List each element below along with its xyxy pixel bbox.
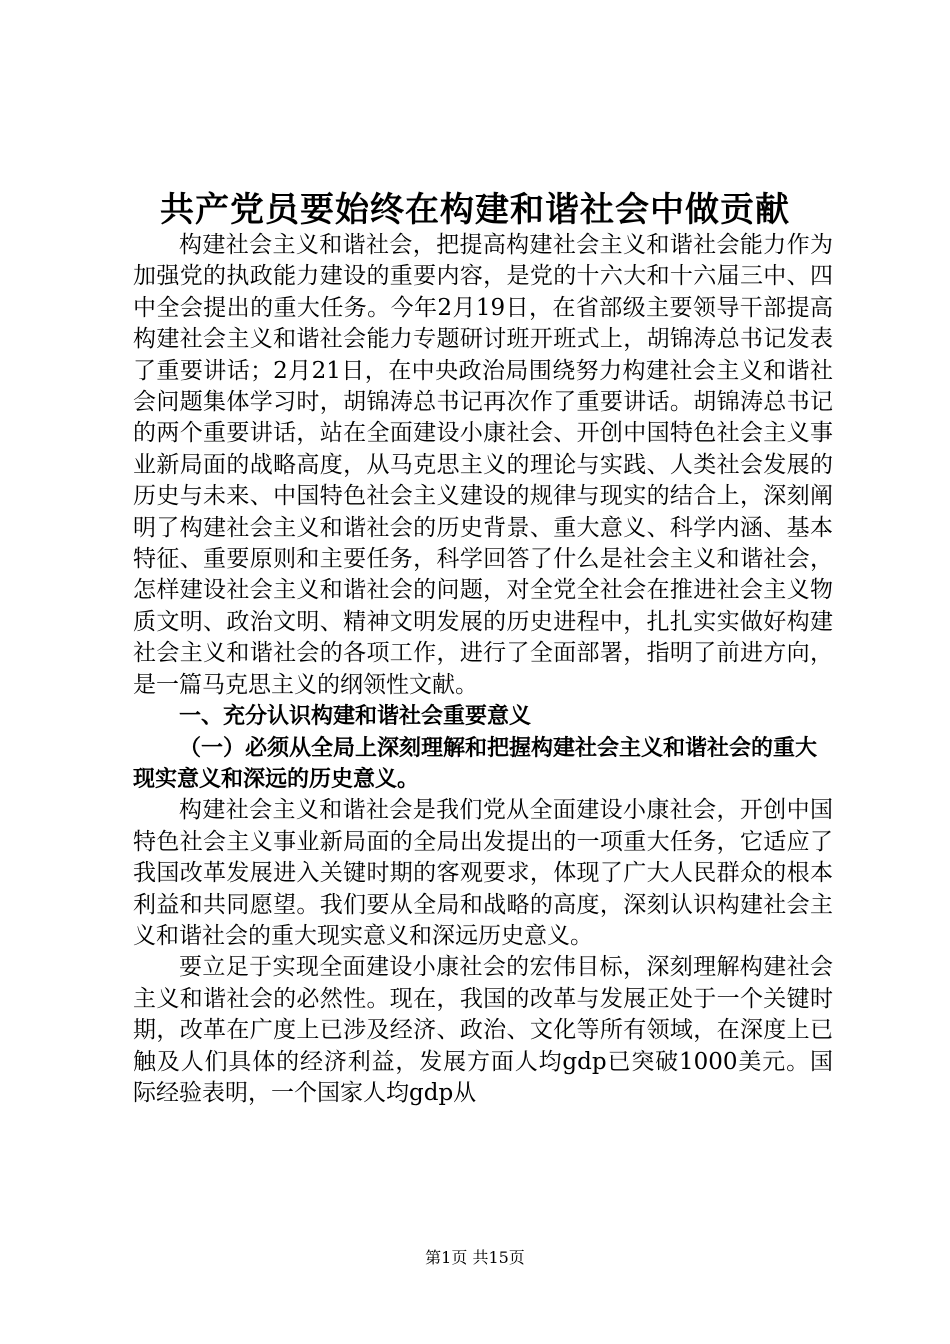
paragraph-intro: 构建社会主义和谐社会，把提高构建社会主义和谐社会能力作为加强党的执政能力建设的重要内容，是党的十六大和十六届三中、四中全会提出的重大任务。今年2月19日，在省部级主要领导干部提高构建社会主义和谐社会能力专题研讨班开班式上，胡锦涛总书记发表了重要讲话；2月21日，在中央政治局围绕努力构建社会主义和谐社会问题集体学习时，胡锦涛总书记再次作了重要讲话。胡锦涛总书记的两个重要讲话，站在全面建设小康社会、开创中国特色社会主义事业新局面的战略高度，从马克思主义的理论与实践、人类社会发展的历史与未来、中国特色社会主义建设的规律与现实的结合上，深刻阐明了构建社会主义和谐社会的历史背景、重大意义、科学内涵、基本特征、重要原则和主要任务，科学回答了什么是社会主义和谐社会，怎样建设社会主义和谐社会的问题，对全党全社会在推进社会主义物质文明、政治文明、精神文明发展的历史进程中，扎扎实实做好构建社会主义和谐社会的各项工作，进行了全面部署，指明了前进方向，是一篇马克思主义的纲领性文献。 [133,232,833,698]
document-title: 共产党员要始终在构建和谐社会中做贡献 [160,190,790,230]
paragraph: 构建社会主义和谐社会是我们党从全面建设小康社会，开创中国特色社会主义事业新局面的全局出发提出的一项重大任务，它适应了我国改革发展进入关键时期的客观要求，体现了广大人民群众的根本利益和共同愿望。我们要从全局和战略的高度，深刻认识构建社会主义和谐社会的重大现实意义和深远历史意义。 [133,797,833,949]
section-heading: 一、充分认识构建和谐社会重要意义 [179,704,532,730]
page-footer: 第1页 共15页 [425,1248,525,1267]
paragraph: 要立足于实现全面建设小康社会的宏伟目标，深刻理解构建社会主义和谐社会的必然性。现在，我国的改革与发展正处于一个关键时期，改革在广度上已涉及经济、政治、文化等所有领域，在深度上已触及人们具体的经济利益，发展方面人均gdp已突破1000美元。国际经验表明，一个国家人均gdp从 [133,954,833,1106]
document-body [133,230,833,1109]
subsection-heading: （一）必须从全局上深刻理解和把握构建社会主义和谐社会的重大现实意义和深远的历史意义。 [133,735,818,792]
